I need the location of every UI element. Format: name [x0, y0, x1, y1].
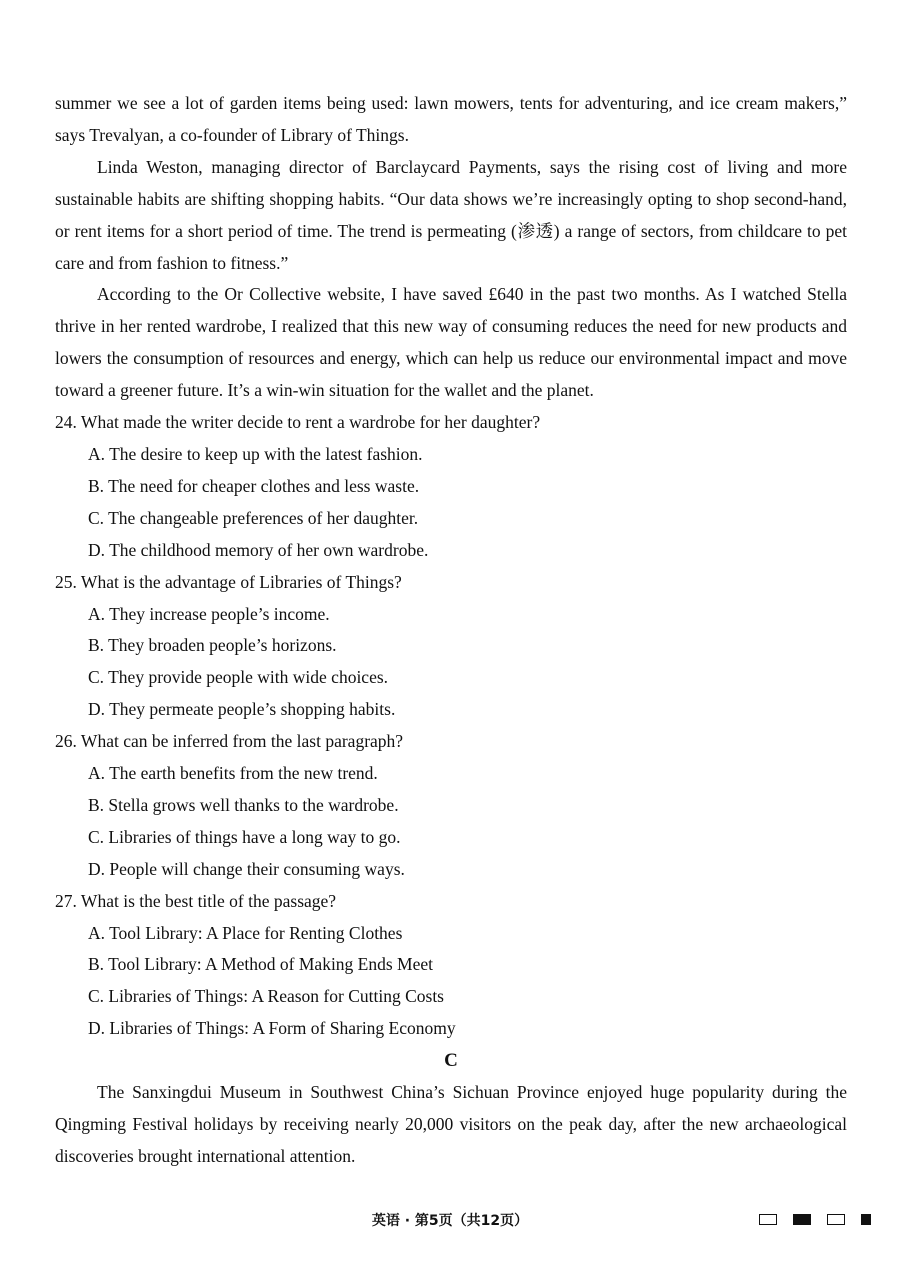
page-footer: 英语 · 第5页（共12页）	[371, 1213, 529, 1229]
question-27	[55, 886, 847, 1046]
question-26	[55, 726, 847, 886]
empty-box-icon	[827, 1214, 845, 1225]
option-c: C. They provide people with wide choices.	[88, 667, 389, 688]
option-a: A. They increase people’s income.	[88, 603, 330, 624]
empty-box-icon	[759, 1214, 777, 1225]
option-d: D. People will change their consuming ways.	[88, 858, 405, 879]
option-b: B. Tool Library: A Method of Making Ends Meet	[88, 954, 434, 975]
option-a: A. The desire to keep up with the latest fashion.	[88, 443, 423, 464]
page-content	[55, 88, 847, 1173]
option-a: A. The earth benefits from the new trend.	[88, 763, 378, 784]
question-24	[55, 407, 847, 567]
question-stem: 27. What is the best title of the passage?	[55, 890, 337, 911]
filled-box-icon	[861, 1214, 871, 1225]
option-b: B. They broaden people’s horizons.	[88, 635, 337, 656]
passage-paragraph-2: Linda Weston, managing director of Barclaycard Payments, says the rising cost of living and more sustainable habits are shifting shopping habits. “Our data shows we’re increasingly opting to shop second-hand, or rent items for a short period of time. The trend is permeating (渗透) a range of sectors, from childcare to pet care and from fashion to fitness.”	[55, 156, 847, 273]
option-c: C. Libraries of things have a long way to go.	[88, 826, 401, 847]
option-b: B. Stella grows well thanks to the wardrobe.	[88, 794, 399, 815]
option-c: C. Libraries of Things: A Reason for Cutting Costs	[88, 986, 444, 1007]
option-d: D. They permeate people’s shopping habits.	[88, 699, 396, 720]
question-25	[55, 567, 847, 727]
filled-box-icon	[793, 1214, 811, 1225]
section-heading: C	[444, 1050, 458, 1072]
passage-paragraph-1: summer we see a lot of garden items being used: lawn mowers, tents for adventuring, and ice cream makers,” says Trevalyan, a co-founder of Library of Things.	[55, 93, 847, 145]
option-c: C. The changeable preferences of her daughter.	[88, 507, 419, 528]
passage-paragraph-3: According to the Or Collective website, I have saved £640 in the past two months. As I watched Stella thrive in her rented wardrobe, I realized that this new way of consuming reduces the need for new products and lowers the consumption of resources and energy, which can help us reduce our environmental impact and move toward a greener future. It’s a win-win situation for the wallet and the planet.	[55, 284, 847, 401]
option-b: B. The need for cheaper clothes and less waste.	[88, 475, 420, 496]
section-c-paragraph: The Sanxingdui Museum in Southwest China’s Sichuan Province enjoyed huge popularity during the Qingming Festival holidays by receiving nearly 20,000 visitors on the peak day, after the new archaeological discoveries brought international attention.	[55, 1082, 847, 1166]
question-stem: 25. What is the advantage of Libraries of Things?	[55, 571, 402, 592]
option-d: D. The childhood memory of her own wardrobe.	[88, 539, 429, 560]
option-a: A. Tool Library: A Place for Renting Clothes	[88, 922, 403, 943]
option-d: D. Libraries of Things: A Form of Sharing Economy	[88, 1018, 456, 1039]
question-stem: 26. What can be inferred from the last paragraph?	[55, 731, 404, 752]
question-stem: 24. What made the writer decide to rent a wardrobe for her daughter?	[55, 412, 541, 433]
